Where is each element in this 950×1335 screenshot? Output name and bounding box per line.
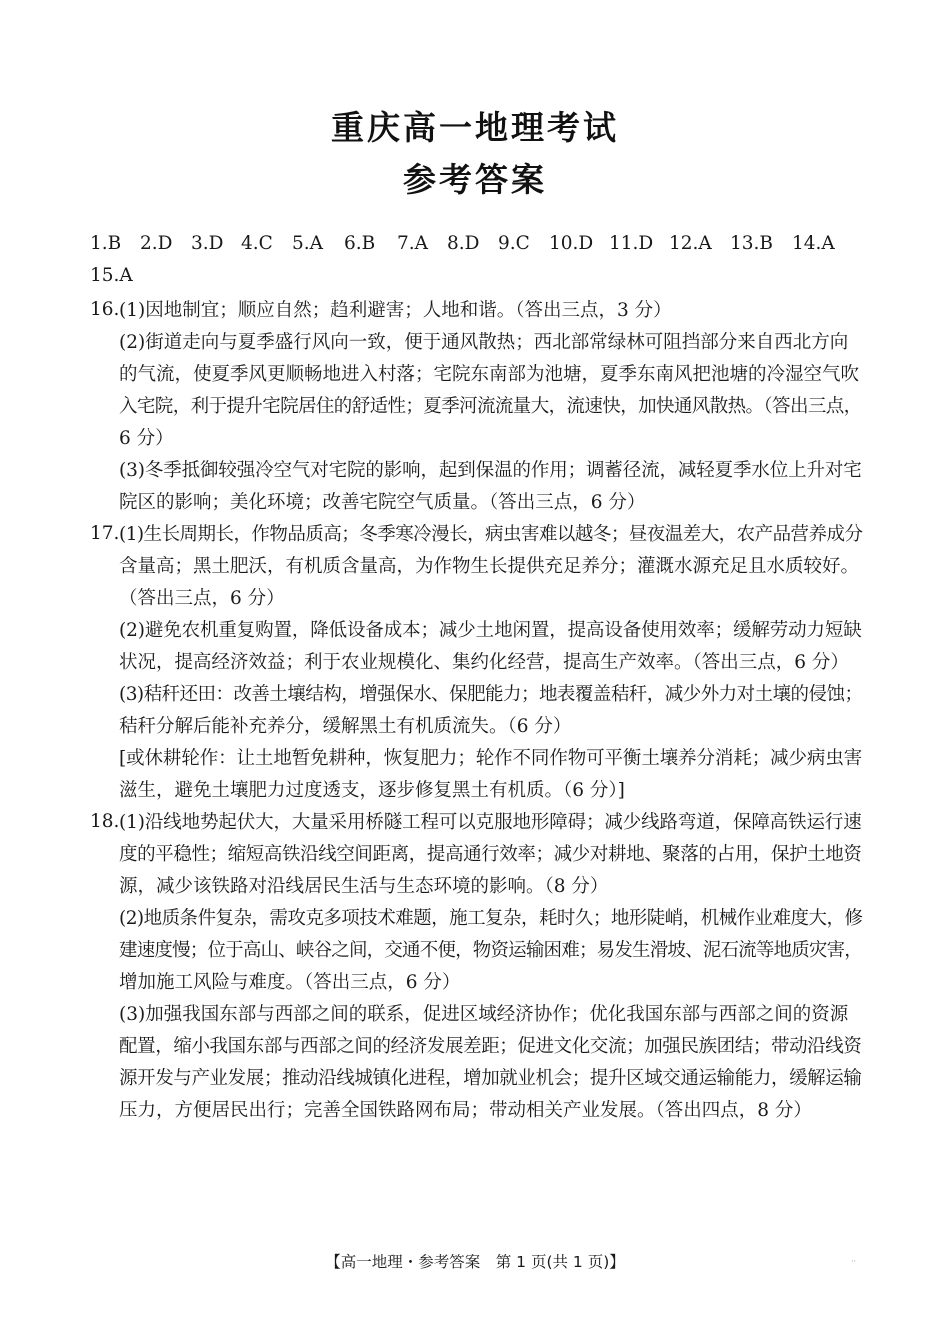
question-number: 17.: [90, 523, 120, 544]
document-title: 重庆高一地理考试: [331, 108, 619, 147]
mcq-answer: 6.B: [344, 233, 376, 254]
answer-line: 配置，缩小我国东部与西部之间的经济发展差距；促进文化交流；加强民族团结；带动沿线资: [119, 1036, 862, 1057]
question-number: 16.: [90, 299, 120, 320]
mcq-answer: 8.D: [447, 233, 480, 254]
answer-line: 状况，提高经济效益；利于农业规模化、集约化经营，提高生产效率。（答出三点，6 分）: [119, 652, 849, 673]
answer-line: 含量高；黑土肥沃，有机质含量高，为作物生长提供充足养分；灌溉水源充足且水质较好。: [119, 556, 860, 577]
answer-line: (1)因地制宜；顺应自然；趋利避害；人地和谐。（答出三点，3 分）: [119, 300, 672, 321]
mcq-answer: 10.D: [549, 233, 594, 254]
answer-line: 压力，方便居民出行；完善全国铁路网布局；带动相关产业发展。（答出四点，8 分）: [119, 1100, 812, 1121]
answer-line: (3)冬季抵御较强冷空气对宅院的影响，起到保温的作用；调蓄径流，减轻夏季水位上升对宅: [119, 460, 862, 481]
mcq-answer: 15.A: [90, 265, 133, 286]
mcq-answer: 14.A: [792, 233, 835, 254]
mcq-answer: 11.D: [609, 233, 654, 254]
answer-line: 度的平稳性；缩短高铁沿线空间距离，提高通行效率；减少对耕地、聚落的占用，保护土地资: [119, 844, 862, 865]
question-number: 18.: [90, 811, 120, 832]
answer-line: 滋生，避免土壤肥力过度透支，逐步修复黑土有机质。（6 分）]: [119, 780, 625, 801]
answer-line: 6 分）: [119, 428, 174, 449]
document-subtitle: 参考答案: [403, 160, 547, 199]
page-footer: 【高一地理・参考答案 第 1 页(共 1 页)】: [325, 1253, 625, 1271]
answer-line: (2)街道走向与夏季盛行风向一致，便于通风散热；西北部常绿林可阻挡部分来自西北方向: [119, 332, 849, 353]
answer-line: (1)沿线地势起伏大，大量采用桥隧工程可以克服地形障碍；减少线路弯道，保障高铁运行速: [119, 812, 862, 833]
answer-line: 源，减少该铁路对沿线居民生活与生态环境的影响。（8 分）: [119, 876, 609, 897]
answer-line: 建速度慢；位于高山、峡谷之间，交通不便，物资运输困难；易发生滑坡、泥石流等地质灾害，: [119, 940, 862, 961]
scan-mark: ··: [851, 1257, 857, 1266]
mcq-row-1: [90, 233, 850, 265]
multiple-choice-answers: [90, 233, 850, 297]
mcq-answer: 3.D: [191, 233, 224, 254]
mcq-answer: 5.A: [292, 233, 324, 254]
answer-line: (2)避免农机重复购置，降低设备成本；减少土地闲置，提高设备使用效率；缓解劳动力短缺: [119, 620, 862, 641]
answer-line: [或休耕轮作：让土地暂免耕种，恢复肥力；轮作不同作物可平衡土壤养分消耗；减少病虫害: [119, 748, 863, 769]
mcq-answer: 2.D: [140, 233, 173, 254]
answer-line: 的气流，使夏季风更顺畅地进入村落；宅院东南部为池塘，夏季东南风把池塘的冷湿空气吹: [119, 364, 860, 385]
answer-line: 源开发与产业发展；推动沿线城镇化进程，增加就业机会；提升区域交通运输能力，缓解运输: [119, 1068, 862, 1089]
mcq-answer: 7.A: [397, 233, 429, 254]
mcq-answer: 13.B: [730, 233, 774, 254]
answer-line: 入宅院，利于提升宅院居住的舒适性；夏季河流流量大，流速快，加快通风散热。（答出三点，: [119, 396, 862, 417]
answer-line: （答出三点，6 分）: [119, 588, 285, 609]
answer-line: 院区的影响；美化环境；改善宅院空气质量。（答出三点，6 分）: [119, 492, 646, 513]
answer-line: 秸秆分解后能补充养分，缓解黑土有机质流失。（6 分）: [119, 716, 572, 737]
answer-line: (3)秸秆还田：改善土壤结构，增强保水、保肥能力；地表覆盖秸秆，减少外力对土壤的侵蚀；: [119, 684, 863, 705]
answer-line: 增加施工风险与难度。（答出三点，6 分）: [119, 972, 461, 993]
mcq-answer: 9.C: [498, 233, 530, 254]
answer-line: (1)生长周期长，作物品质高；冬季寒冷漫长，病虫害难以越冬；昼夜温差大，农产品营养成分: [119, 524, 863, 545]
answer-line: (2)地质条件复杂，需攻克多项技术难题，施工复杂，耗时久；地形陡峭，机械作业难度大，修: [119, 908, 863, 929]
mcq-answer: 4.C: [241, 233, 273, 254]
mcq-answer: 12.A: [669, 233, 712, 254]
answer-line: (3)加强我国东部与西部之间的联系，促进区域经济协作；优化我国东部与西部之间的资源: [119, 1004, 849, 1025]
mcq-answer: 1.B: [90, 233, 122, 254]
mcq-row-2: [90, 265, 850, 297]
